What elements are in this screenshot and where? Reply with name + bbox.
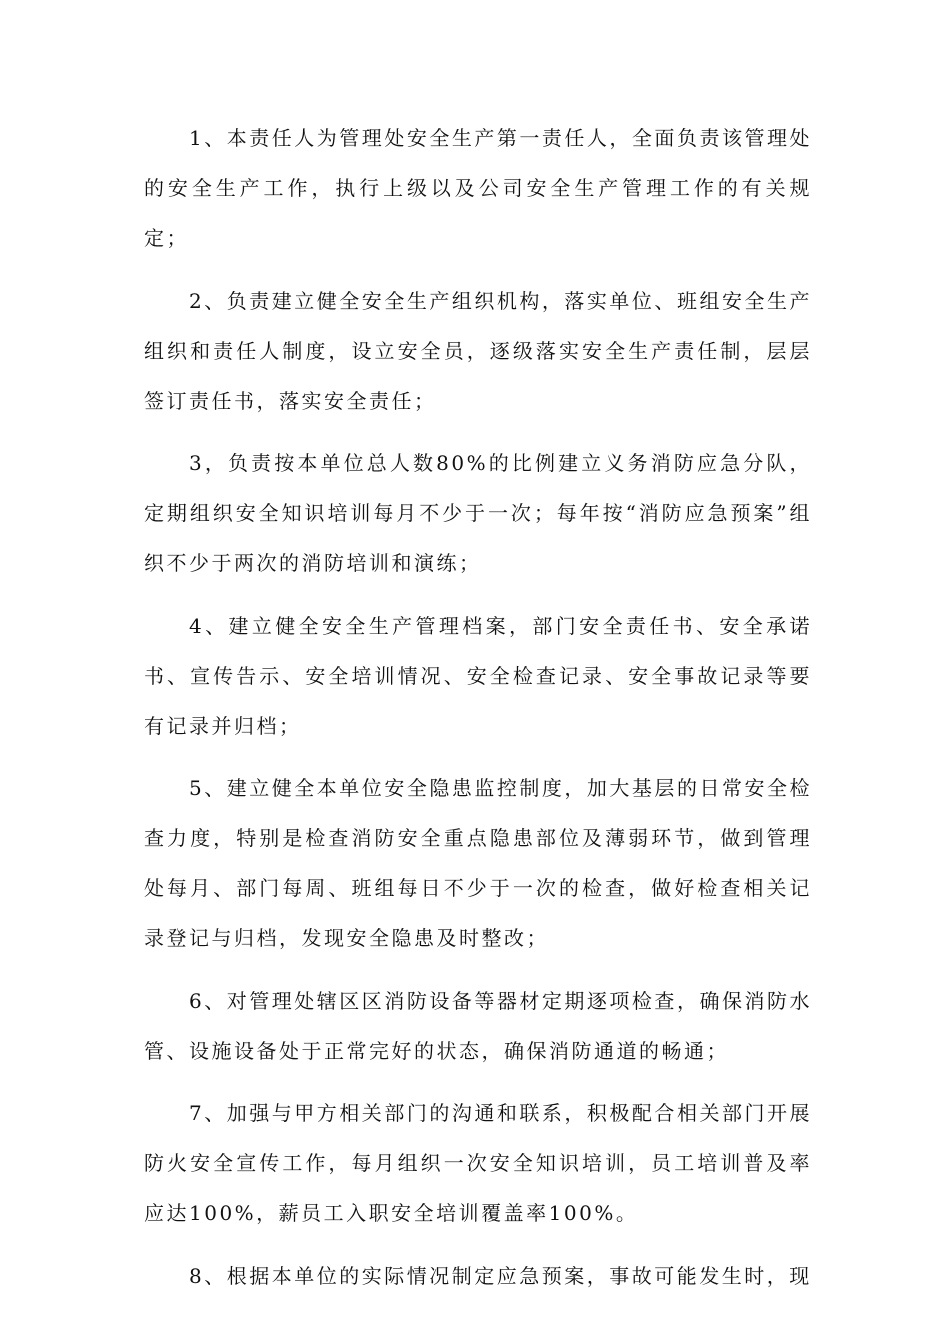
paragraph-1: 1、本责任人为管理处安全生产第一责任人，全面负责该管理处的安全生产工作，执行上级以及公司安全生产管理工作的有关规定； bbox=[144, 126, 812, 250]
paragraph-3: 3，负责按本单位总人数80%的比例建立义务消防应急分队，定期组织安全知识培训每月不少于一次；每年按“消防应急预案”组织不少于两次的消防培训和演练； bbox=[144, 451, 812, 575]
document-body bbox=[144, 113, 812, 1313]
paragraph-2: 2、负责建立健全安全生产组织机构，落实单位、班组安全生产组织和责任人制度，设立安全员，逐级落实安全生产责任制，层层签订责任书，落实安全责任； bbox=[144, 288, 812, 413]
paragraph-6: 6、对管理处辖区区消防设备等器材定期逐项检查，确保消防水管、设施设备处于正常完好的状态，确保消防通道的畅通； bbox=[144, 988, 812, 1063]
paragraph-4: 4、建立健全安全生产管理档案，部门安全责任书、安全承诺书、宣传告示、安全培训情况、安全检查记录、安全事故记录等要有记录并归档； bbox=[144, 613, 812, 738]
paragraph-5: 5、建立健全本单位安全隐患监控制度，加大基层的日常安全检查力度，特别是检查消防安全重点隐患部位及薄弱环节，做到管理处每月、部门每周、班组每日不少于一次的检查，做好检查相关记录登记与归档，发现安全隐患及时整改； bbox=[144, 776, 812, 950]
paragraph-8: 8、根据本单位的实际情况制定应急预案，事故可能发生时，现 bbox=[189, 1263, 812, 1288]
paragraph-7: 7、加强与甲方相关部门的沟通和联系，积极配合相关部门开展防火安全宣传工作，每月组织一次安全知识培训，员工培训普及率应达100%，薪员工入职安全培训覆盖率100%。 bbox=[144, 1101, 812, 1225]
